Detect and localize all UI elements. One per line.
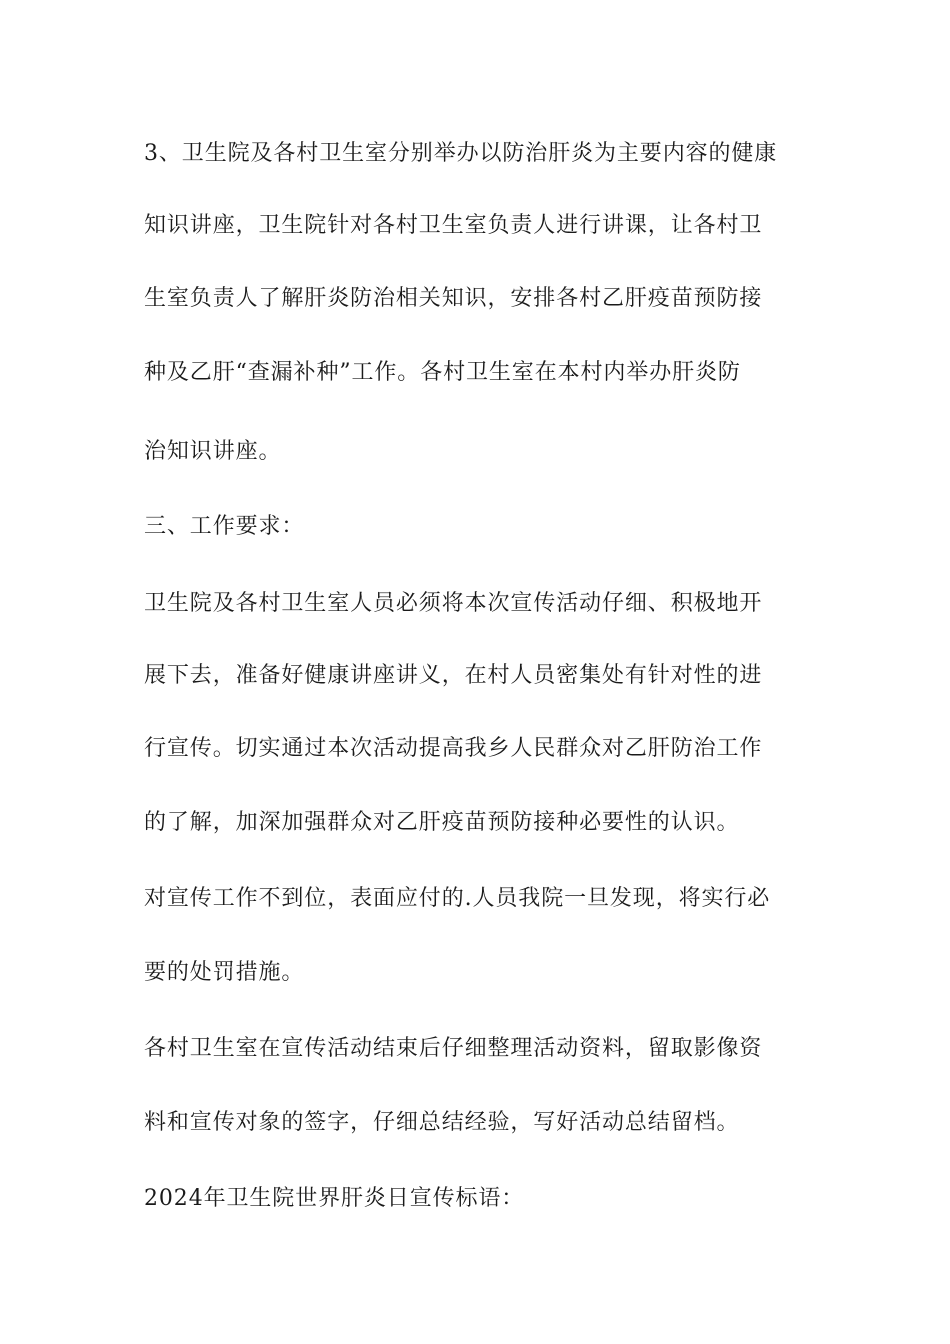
item3-line-1: 3、卫生院及各村卫生室分别举办以防治肝炎为主要内容的健康: [144, 141, 778, 166]
item3-line-5: 治知识讲座。: [144, 439, 282, 464]
requirement1-line-2: 展下去，准备好健康讲座讲义，在村人员密集处有针对性的进: [144, 663, 763, 688]
requirement1-line-4: 的了解，加深加强群众对乙肝疫苗预防接种必要性的认识。: [144, 810, 740, 835]
item3-line-3: 生室负责人了解肝炎防治相关知识，安排各村乙肝疫苗预防接: [144, 286, 763, 311]
requirement3-line-1: 各村卫生室在宣传活动结束后仔细整理活动资料，留取影像资: [144, 1036, 763, 1061]
item3-line-4: 种及乙肝“查漏补种”工作。各村卫生室在本村内举办肝炎防: [144, 360, 741, 385]
slogan-heading: 2024年卫生院世界肝炎日宣传标语：: [144, 1186, 525, 1211]
requirement3-line-2: 料和宣传对象的签字，仔细总结经验，写好活动总结留档。: [144, 1110, 740, 1135]
requirement2-line-2: 要的处罚措施。: [144, 960, 305, 985]
requirement1-line-3: 行宣传。切实通过本次活动提高我乡人民群众对乙肝防治工作: [144, 736, 763, 761]
requirement2-line-1: 对宣传工作不到位，表面应付的.人员我院一旦发现，将实行必: [144, 886, 771, 911]
section-heading-requirements: 三、工作要求：: [144, 514, 305, 539]
item3-line-2: 知识讲座，卫生院针对各村卫生室负责人进行讲课，让各村卫: [144, 213, 763, 238]
requirement1-line-1: 卫生院及各村卫生室人员必须将本次宣传活动仔细、积极地开: [144, 591, 763, 616]
